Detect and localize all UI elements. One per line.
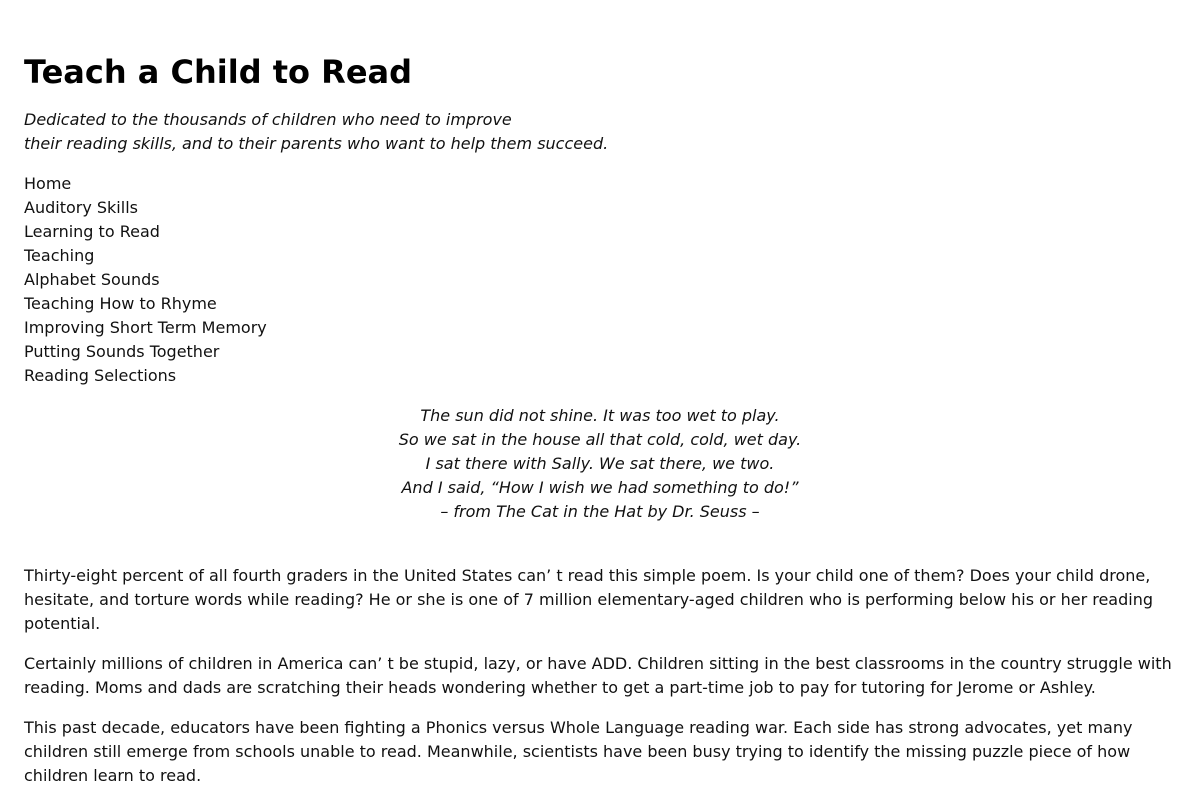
nav-link-improving-short-term-memory[interactable]: Improving Short Term Memory [24,318,267,337]
poem-line: I sat there with Sally. We sat there, we two. [425,454,775,473]
tagline [24,108,1176,156]
main-nav [24,172,1176,388]
nav-link-teaching-how-to-rhyme[interactable]: Teaching How to Rhyme [24,294,217,313]
nav-link-reading-selections[interactable]: Reading Selections [24,366,177,385]
nav-link-home[interactable]: Home [24,174,72,193]
nav-link-alphabet-sounds[interactable]: Alphabet Sounds [24,270,160,289]
nav-link-learning-to-read[interactable]: Learning to Read [24,222,160,241]
nav-link-teaching[interactable]: Teaching [24,246,95,265]
nav-link-auditory-skills[interactable]: Auditory Skills [24,198,138,217]
nav-link-putting-sounds-together[interactable]: Putting Sounds Together [24,342,220,361]
article-paragraph: Certainly millions of children in America can’ t be stupid, lazy, or have ADD. Children sitting in the best classrooms in the country struggle with reading. Moms and dads are scratching their heads wondering whether to get a part-time job to pay for tutoring for Jerome or Ashley. [24,654,1172,697]
article-paragraph: Thirty-eight percent of all fourth graders in the United States can’ t read this simple poem. Is your child one of them? Does your child drone, hesitate, and torture words while reading? He or she is one of 7 million elementary-aged children who is performing below his or her reading potential. [24,566,1153,633]
article-body [24,564,1176,788]
poem-line: The sun did not shine. It was too wet to play. [420,406,780,425]
article-paragraph: This past decade, educators have been fighting a Phonics versus Whole Language reading war. Each side has strong advocates, yet many children still emerge from schools unable to read. Meanwhile, scientists have been busy trying to identify the missing puzzle piece of how children learn to read. [24,718,1133,785]
poem-quote [24,404,1176,524]
page-title: Teach a Child to Read [24,53,413,91]
poem-line: And I said, “How I wish we had something to do!” [401,478,799,497]
tagline-line: Dedicated to the thousands of children who need to improve [24,110,512,129]
poem-attribution: – from The Cat in the Hat by Dr. Seuss – [440,502,760,521]
poem-line: So we sat in the house all that cold, cold, wet day. [398,430,802,449]
tagline-line: their reading skills, and to their parents who want to help them succeed. [24,134,609,153]
